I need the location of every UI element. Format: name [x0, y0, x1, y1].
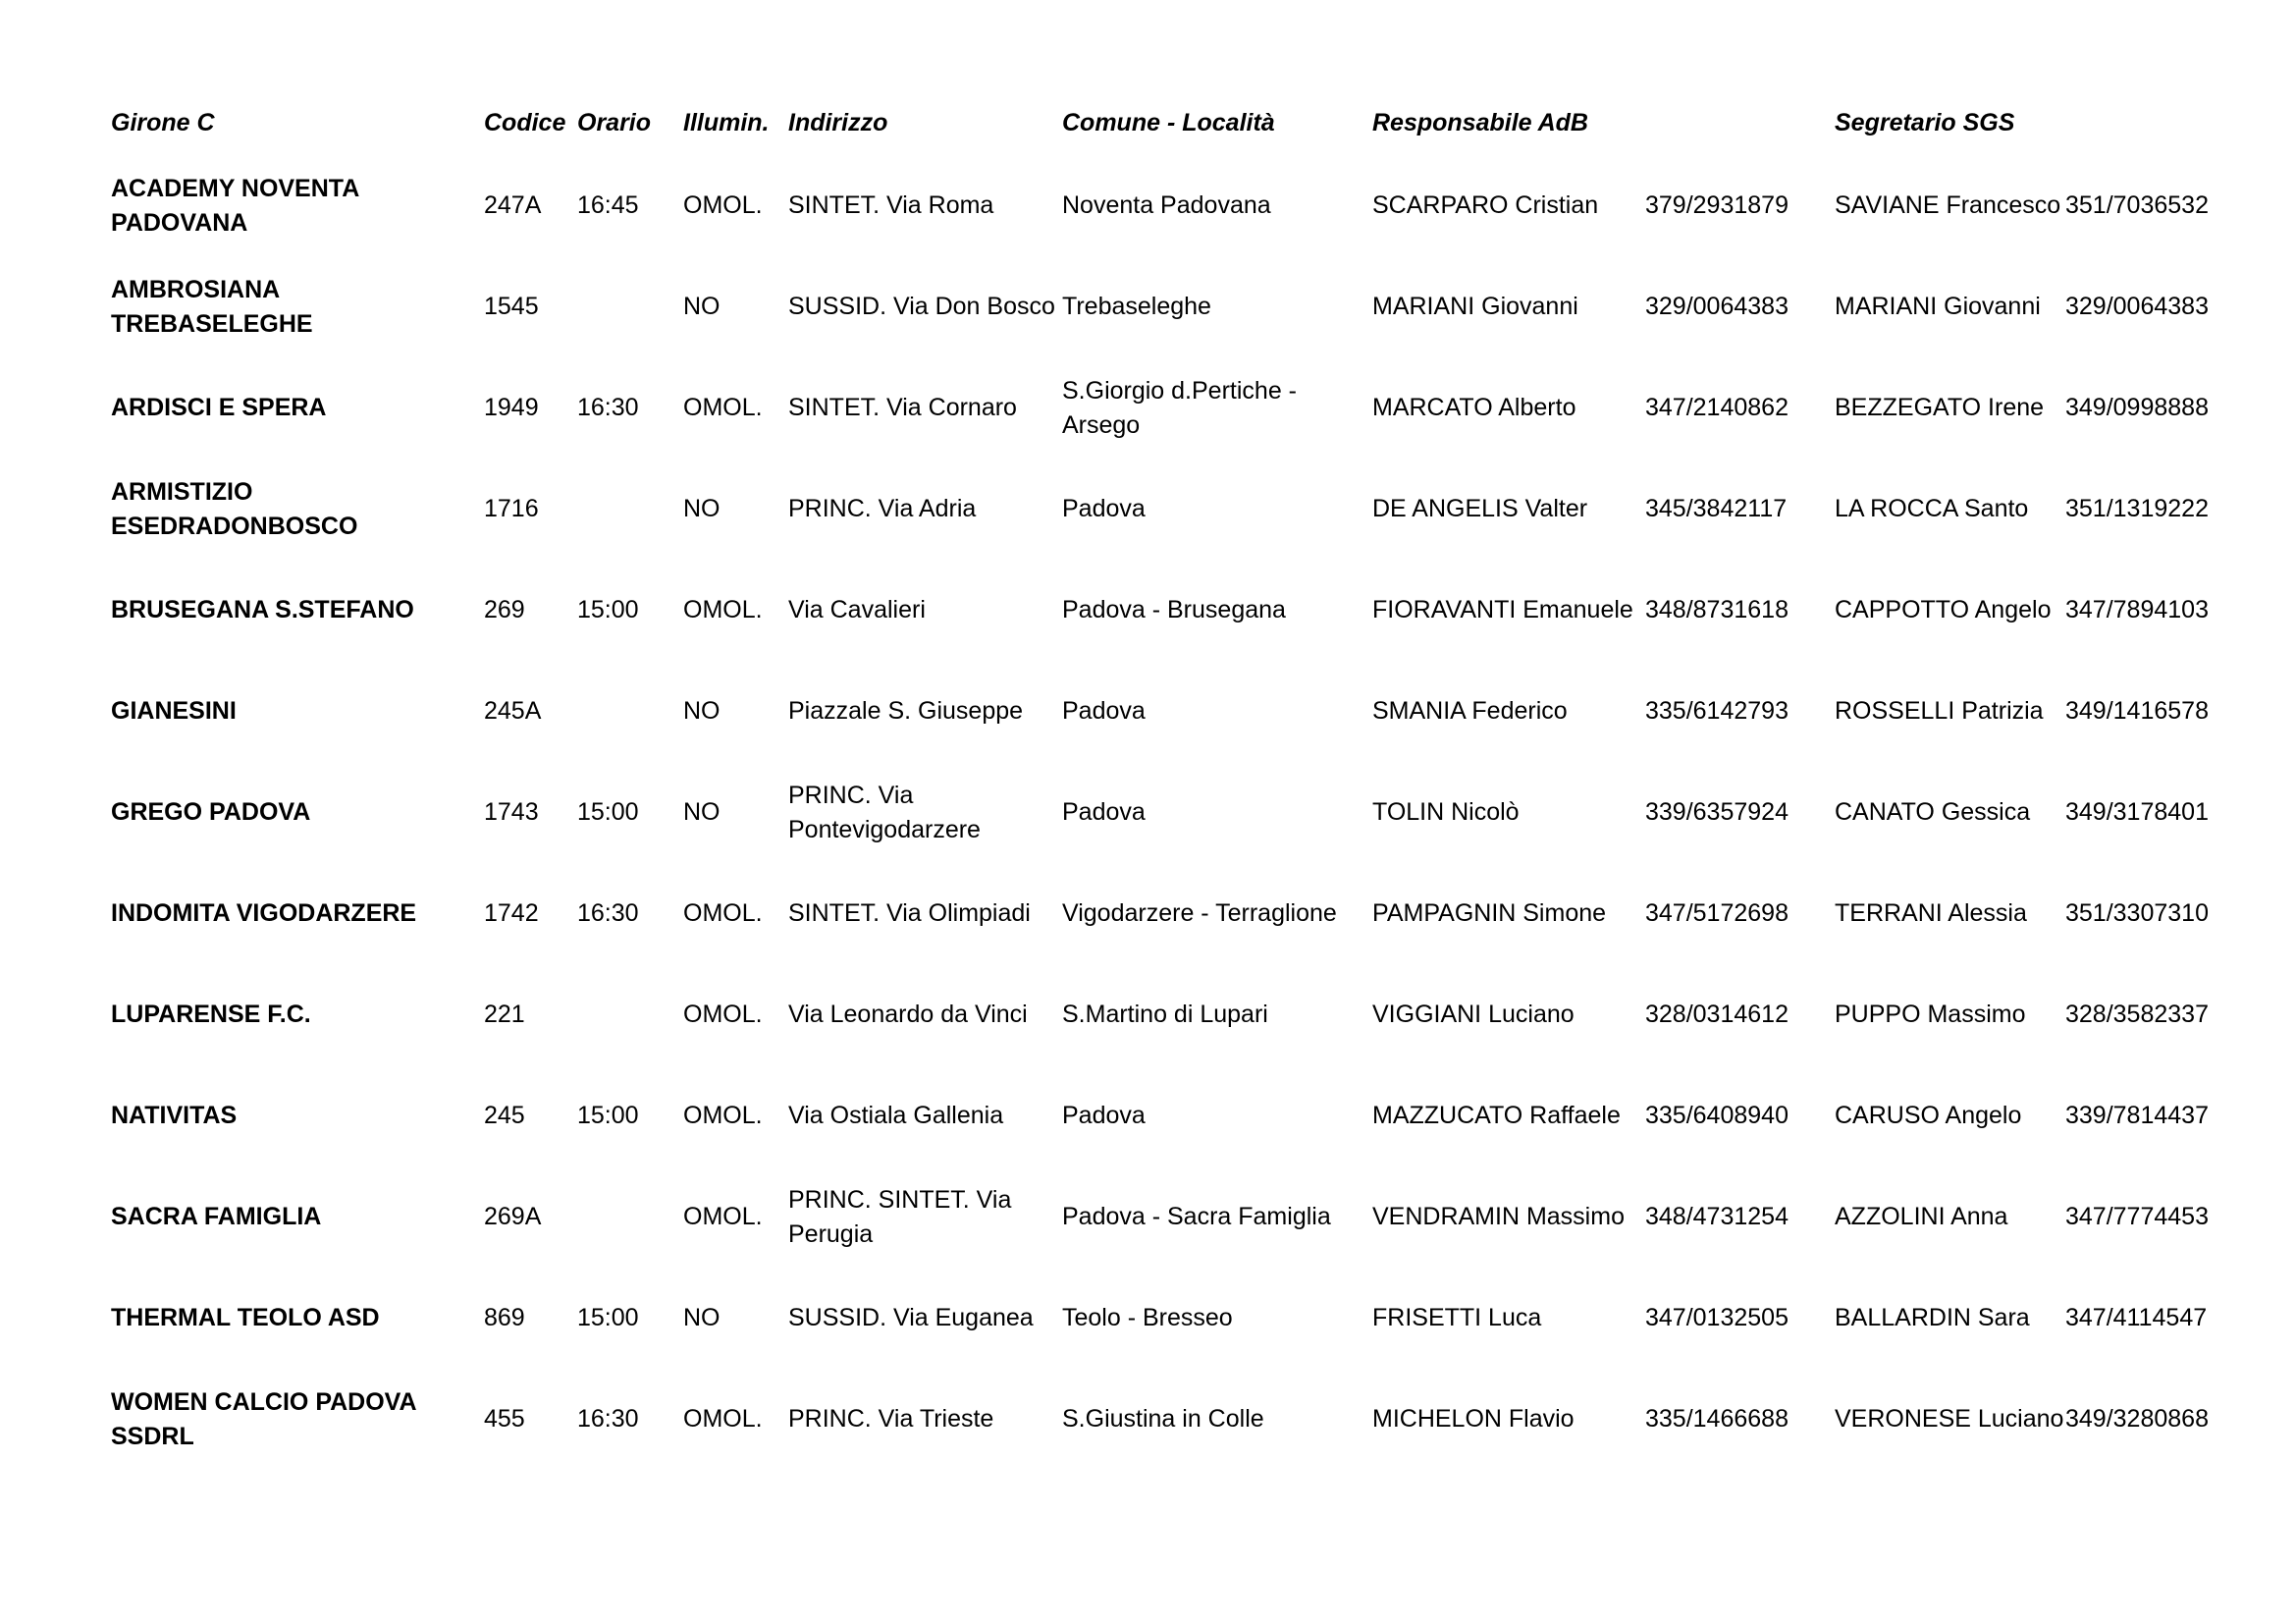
secretary-phone: 349/3280868 [2065, 1405, 2209, 1433]
manager-phone: 335/1466688 [1645, 1405, 1789, 1433]
field-address: PRINC. SINTET. Via Perugia [788, 1185, 1012, 1248]
secretary-phone: 339/7814437 [2065, 1102, 2209, 1129]
secretary-name: ROSSELLI Patrizia [1835, 697, 2044, 725]
team-name: SACRA FAMIGLIA [111, 1203, 322, 1230]
field-code: 269 [484, 596, 525, 623]
city-locality: Padova [1062, 495, 1146, 522]
secretary-phone: 351/1319222 [2065, 495, 2209, 522]
team-name: INDOMITA VIGODARZERE [111, 899, 417, 927]
city-locality: Noventa Padovana [1062, 191, 1271, 219]
field-code: 1742 [484, 899, 539, 927]
lighting-status: OMOL. [683, 1102, 763, 1129]
field-code: 269A [484, 1203, 542, 1230]
lighting-status: NO [683, 697, 721, 725]
table-row [111, 1369, 2231, 1470]
match-time: 15:00 [577, 596, 639, 623]
team-name: NATIVITAS [111, 1102, 238, 1129]
team-name: BRUSEGANA S.STEFANO [111, 596, 414, 623]
secretary-phone: 349/3178401 [2065, 798, 2209, 826]
field-address: SINTET. Via Cornaro [788, 394, 1017, 421]
match-time: 15:00 [577, 1102, 639, 1129]
lighting-status: OMOL. [683, 394, 763, 421]
field-address: Piazzale S. Giuseppe [788, 697, 1024, 725]
city-locality: S.Giorgio d.Pertiche - Arsego [1062, 376, 1297, 439]
table-row [111, 256, 2231, 357]
header-orario: Orario [577, 109, 652, 136]
table-row [111, 1268, 2231, 1369]
field-code: 455 [484, 1405, 525, 1433]
field-code: 1949 [484, 394, 539, 421]
city-locality: Padova [1062, 798, 1146, 826]
manager-name: DE ANGELIS Valter [1372, 495, 1588, 522]
teams-table [111, 106, 2231, 1470]
table-row [111, 762, 2231, 863]
team-name: GREGO PADOVA [111, 798, 311, 826]
header-responsabile: Responsabile AdB [1372, 109, 1588, 136]
city-locality: Padova - Brusegana [1062, 596, 1286, 623]
secretary-phone: 347/4114547 [2065, 1304, 2208, 1331]
field-code: 1743 [484, 798, 539, 826]
manager-name: SCARPARO Cristian [1372, 191, 1599, 219]
manager-phone: 347/2140862 [1645, 394, 1789, 421]
field-code: 1545 [484, 293, 539, 320]
secretary-name: TERRANI Alessia [1835, 899, 2027, 927]
table-body [111, 155, 2231, 1470]
field-code: 221 [484, 1001, 525, 1028]
city-locality: Trebaseleghe [1062, 293, 1211, 320]
table-row [111, 863, 2231, 964]
manager-phone: 335/6408940 [1645, 1102, 1789, 1129]
team-name: GIANESINI [111, 697, 237, 725]
manager-name: MICHELON Flavio [1372, 1405, 1575, 1433]
city-locality: Teolo - Bresseo [1062, 1304, 1233, 1331]
field-code: 1716 [484, 495, 539, 522]
header-segretario-phone [2065, 106, 2231, 155]
field-address: PRINC. Via Trieste [788, 1405, 994, 1433]
secretary-name: CANATO Gessica [1835, 798, 2031, 826]
header-segretario: Segretario SGS [1835, 109, 2015, 136]
table-row [111, 357, 2231, 459]
table-row [111, 155, 2231, 256]
match-time [577, 459, 683, 560]
field-code: 869 [484, 1304, 525, 1331]
field-address: Via Leonardo da Vinci [788, 1001, 1028, 1028]
secretary-name: PUPPO Massimo [1835, 1001, 2026, 1028]
team-name: AMBROSIANA TREBASELEGHE [111, 275, 313, 338]
match-time: 16:45 [577, 191, 639, 219]
match-time: 16:30 [577, 899, 639, 927]
secretary-phone: 347/7774453 [2065, 1203, 2209, 1230]
secretary-name: LA ROCCA Santo [1835, 495, 2029, 522]
field-address: PRINC. Via Pontevigodarzere [788, 781, 981, 843]
table-row [111, 964, 2231, 1065]
manager-name: VIGGIANI Luciano [1372, 1001, 1575, 1028]
field-code: 245A [484, 697, 542, 725]
manager-phone: 345/3842117 [1645, 495, 1788, 522]
city-locality: Padova - Sacra Famiglia [1062, 1203, 1331, 1230]
lighting-status: OMOL. [683, 191, 763, 219]
secretary-phone: 349/0998888 [2065, 394, 2209, 421]
header-responsabile-phone [1645, 106, 1835, 155]
match-time: 16:30 [577, 1405, 639, 1433]
secretary-phone: 351/7036532 [2065, 191, 2209, 219]
manager-name: FIORAVANTI Emanuele [1372, 596, 1633, 623]
field-address: SUSSID. Via Don Bosco [788, 293, 1055, 320]
document-page [111, 106, 2231, 1470]
team-name: THERMAL TEOLO ASD [111, 1304, 380, 1331]
secretary-name: BEZZEGATO Irene [1835, 394, 2045, 421]
field-address: Via Cavalieri [788, 596, 926, 623]
lighting-status: OMOL. [683, 1001, 763, 1028]
secretary-name: MARIANI Giovanni [1835, 293, 2041, 320]
lighting-status: NO [683, 1304, 721, 1331]
city-locality: S.Martino di Lupari [1062, 1001, 1268, 1028]
secretary-phone: 349/1416578 [2065, 697, 2209, 725]
manager-phone: 348/4731254 [1645, 1203, 1789, 1230]
team-name: ACADEMY NOVENTA PADOVANA [111, 174, 359, 237]
field-code: 247A [484, 191, 542, 219]
team-name: LUPARENSE F.C. [111, 1001, 311, 1028]
manager-name: VENDRAMIN Massimo [1372, 1203, 1625, 1230]
lighting-status: OMOL. [683, 899, 763, 927]
match-time [577, 256, 683, 357]
secretary-name: CAPPOTTO Angelo [1835, 596, 2052, 623]
secretary-phone: 351/3307310 [2065, 899, 2209, 927]
match-time [577, 1166, 683, 1268]
lighting-status: OMOL. [683, 596, 763, 623]
lighting-status: NO [683, 495, 721, 522]
manager-phone: 347/0132505 [1645, 1304, 1789, 1331]
city-locality: Vigodarzere - Terraglione [1062, 899, 1337, 927]
city-locality: S.Giustina in Colle [1062, 1405, 1264, 1433]
manager-phone: 335/6142793 [1645, 697, 1789, 725]
header-girone: Girone C [111, 109, 215, 136]
manager-name: SMANIA Federico [1372, 697, 1568, 725]
match-time: 16:30 [577, 394, 639, 421]
table-row [111, 560, 2231, 661]
table-row [111, 661, 2231, 762]
manager-phone: 347/5172698 [1645, 899, 1789, 927]
table-row [111, 459, 2231, 560]
manager-phone: 348/8731618 [1645, 596, 1789, 623]
secretary-name: BALLARDIN Sara [1835, 1304, 2030, 1331]
secretary-name: VERONESE Luciano [1835, 1405, 2064, 1433]
lighting-status: OMOL. [683, 1203, 763, 1230]
field-address: SUSSID. Via Euganea [788, 1304, 1034, 1331]
field-address: Via Ostiala Gallenia [788, 1102, 1004, 1129]
team-name: ARMISTIZIO ESEDRADONBOSCO [111, 477, 358, 540]
table-row [111, 1166, 2231, 1268]
field-address: SINTET. Via Olimpiadi [788, 899, 1031, 927]
lighting-status: NO [683, 798, 721, 826]
city-locality: Padova [1062, 697, 1146, 725]
secretary-name: CARUSO Angelo [1835, 1102, 2022, 1129]
team-name: WOMEN CALCIO PADOVA SSDRL [111, 1387, 416, 1450]
manager-name: FRISETTI Luca [1372, 1304, 1542, 1331]
field-address: PRINC. Via Adria [788, 495, 977, 522]
manager-name: MARIANI Giovanni [1372, 293, 1578, 320]
secretary-phone: 329/0064383 [2065, 293, 2209, 320]
header-comune: Comune - Località [1062, 109, 1275, 136]
match-time: 15:00 [577, 798, 639, 826]
secretary-phone: 347/7894103 [2065, 596, 2209, 623]
manager-phone: 329/0064383 [1645, 293, 1789, 320]
manager-name: MARCATO Alberto [1372, 394, 1576, 421]
secretary-name: AZZOLINI Anna [1835, 1203, 2008, 1230]
manager-name: PAMPAGNIN Simone [1372, 899, 1607, 927]
table-row [111, 1065, 2231, 1166]
manager-name: TOLIN Nicolò [1372, 798, 1520, 826]
manager-phone: 339/6357924 [1645, 798, 1789, 826]
header-row [111, 106, 2231, 155]
manager-name: MAZZUCATO Raffaele [1372, 1102, 1621, 1129]
field-address: SINTET. Via Roma [788, 191, 994, 219]
match-time [577, 661, 683, 762]
header-illumin: Illumin. [683, 109, 770, 136]
team-name: ARDISCI E SPERA [111, 394, 327, 421]
lighting-status: OMOL. [683, 1405, 763, 1433]
header-codice: Codice [484, 109, 566, 136]
city-locality: Padova [1062, 1102, 1146, 1129]
header-indirizzo: Indirizzo [788, 109, 888, 136]
manager-phone: 379/2931879 [1645, 191, 1789, 219]
field-code: 245 [484, 1102, 525, 1129]
match-time: 15:00 [577, 1304, 639, 1331]
manager-phone: 328/0314612 [1645, 1001, 1789, 1028]
secretary-phone: 328/3582337 [2065, 1001, 2209, 1028]
secretary-name: SAVIANE Francesco [1835, 191, 2061, 219]
match-time [577, 964, 683, 1065]
lighting-status: NO [683, 293, 721, 320]
